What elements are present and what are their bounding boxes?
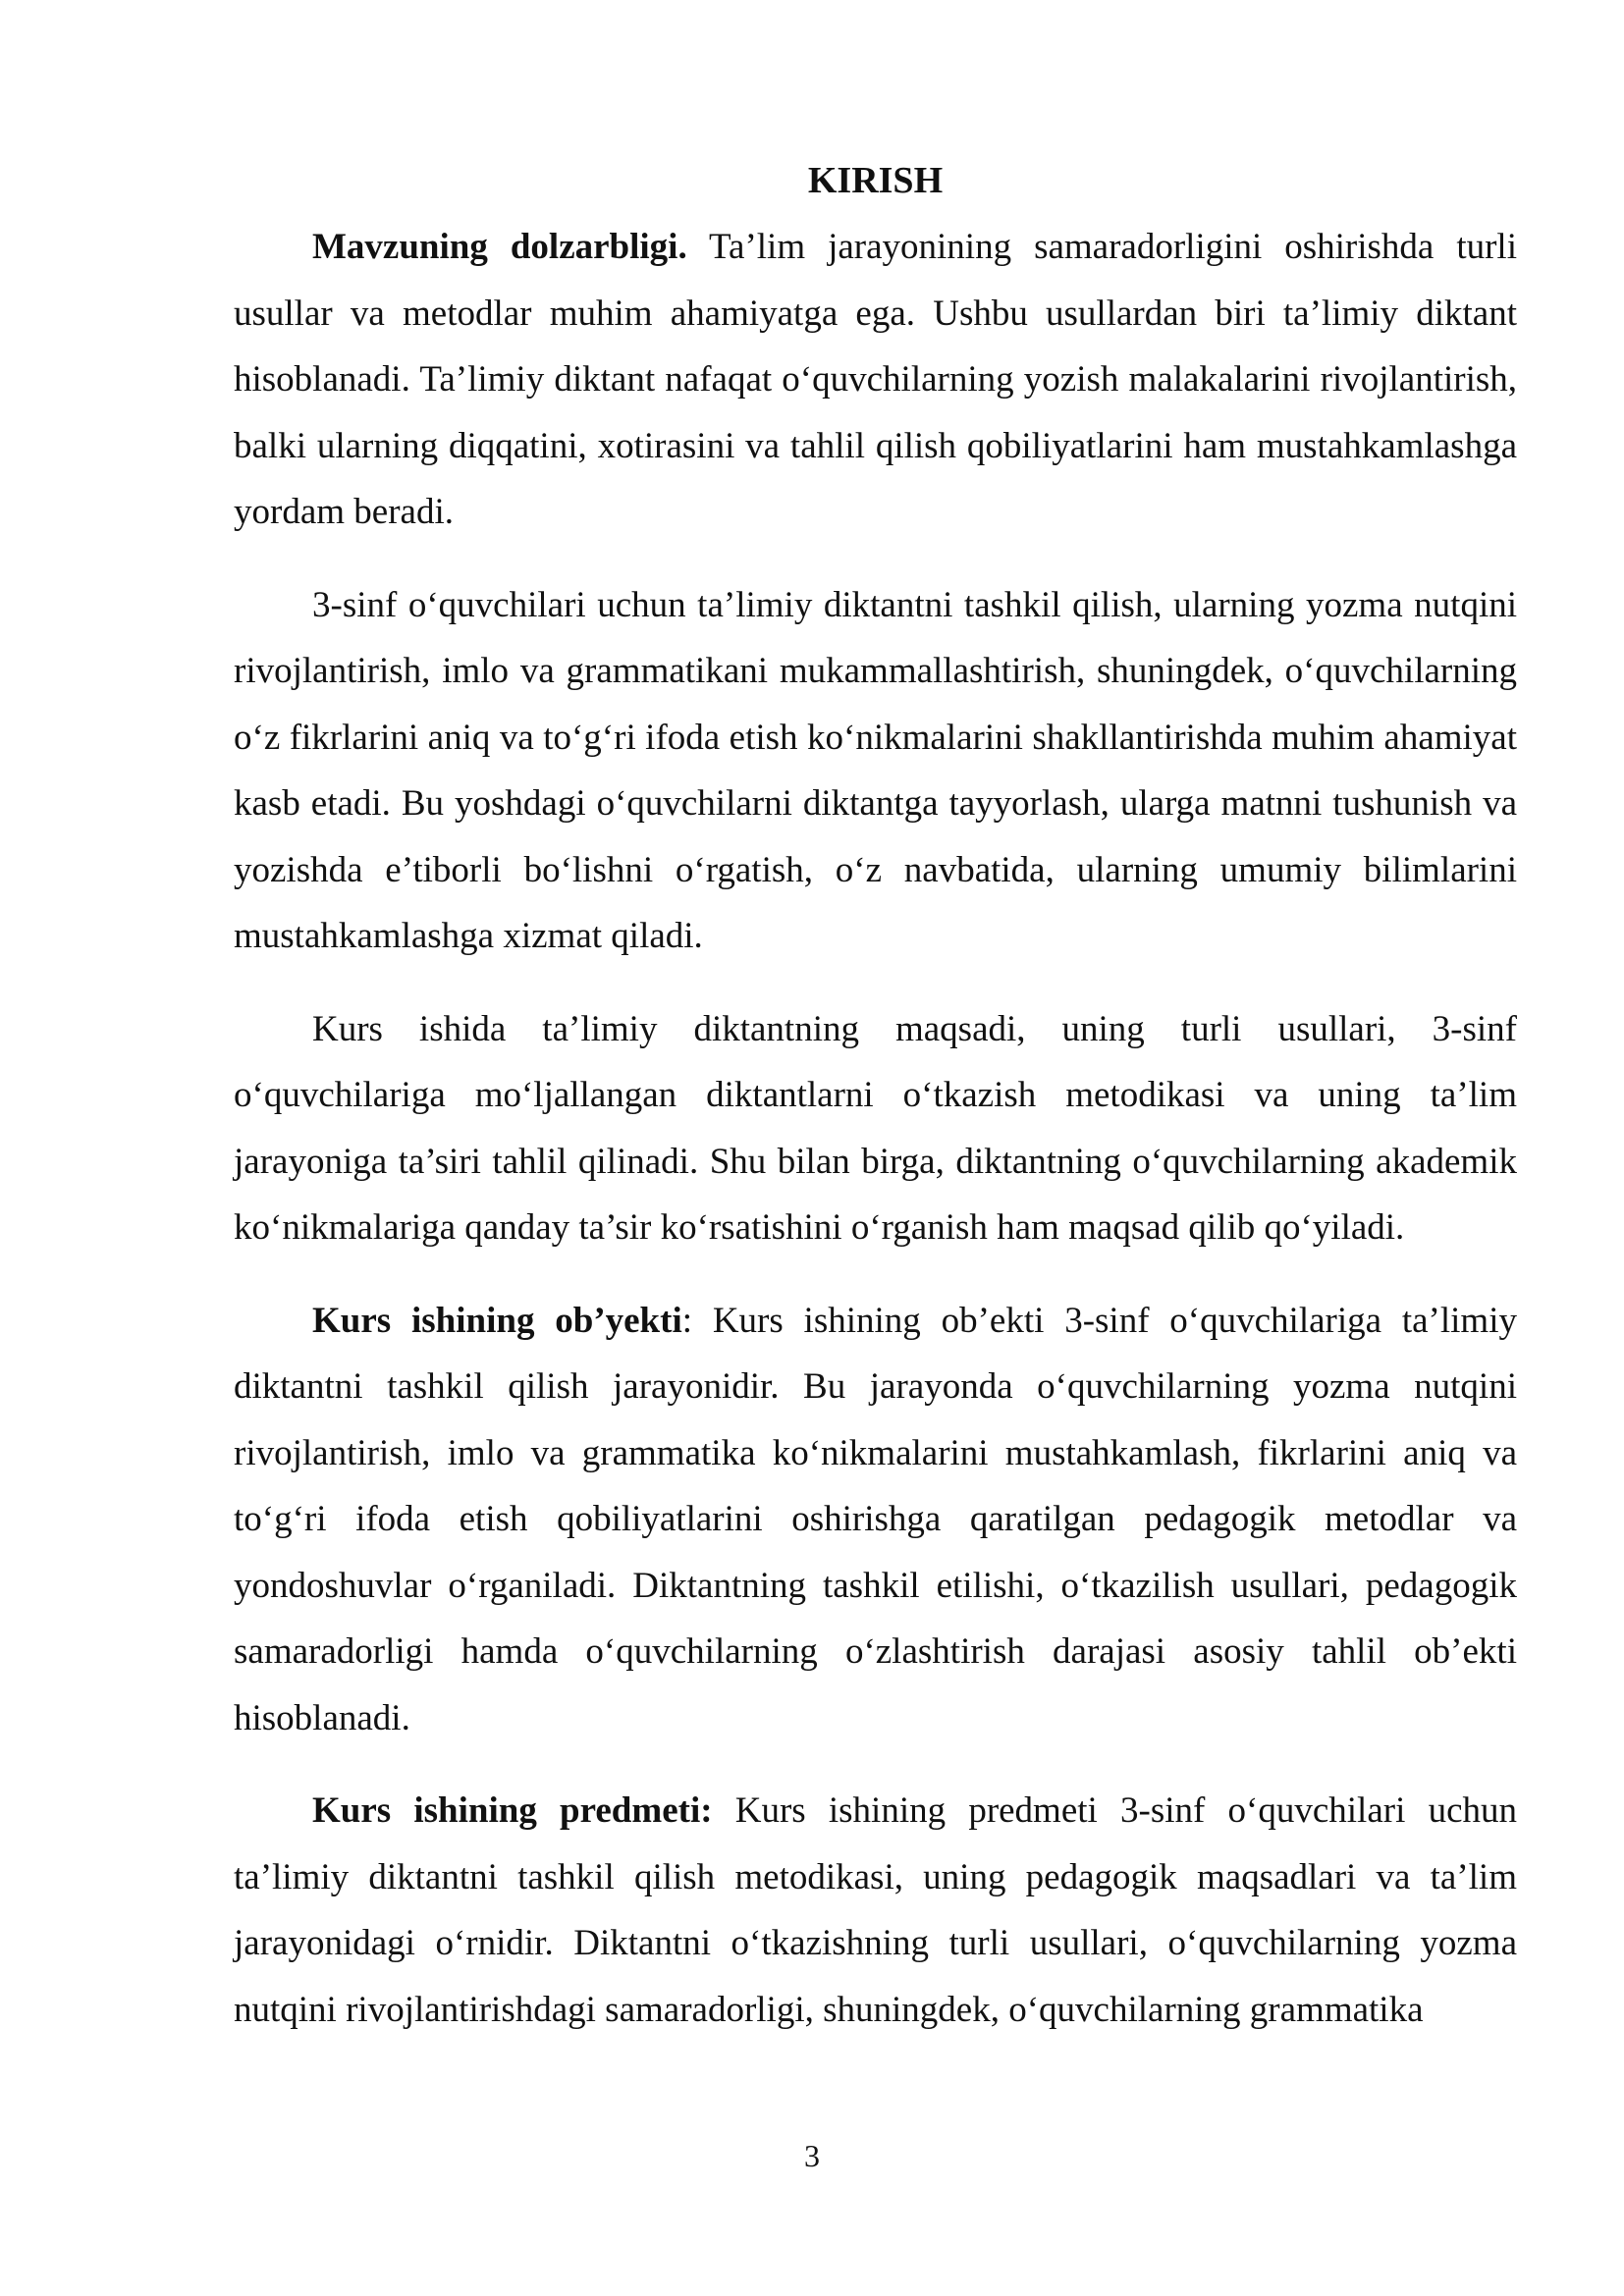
paragraph-course-goal: [234, 996, 1517, 1261]
section-heading: KIRISH: [807, 160, 944, 201]
page-content: [234, 147, 1517, 2069]
paragraph-lead: Kurs ishining predmeti:: [312, 1790, 713, 1831]
paragraph-text: 3-sinf o‘quvchilari uchun ta’limiy diktantni tashkil qilish, ularning yozma nutqini rivojlantirish, imlo va grammatikani mukammallashtirish, shuningdek, o‘quvchilarning o‘z fikrlarini aniq va to‘g‘ri ifoda etish ko‘nikmalarini shakllantirishda muhim ahamiyat kasb etadi. Bu yoshdagi o‘quvchilarni diktantga tayyorlash, ularga matnni tushunish va yozishda e’tiborli bo‘lishni o‘rgatish, o‘z navbatida, ularning umumiy bilimlarini mustahkamlashga xizmat qiladi.: [234, 584, 1517, 956]
paragraph-text: Kurs ishida ta’limiy diktantning maqsadi, uning turli usullari, 3-sinf o‘quvchilariga mo‘ljallangan diktantlarni o‘tkazish metodikasi va uning ta’lim jarayoniga ta’siri tahlil qilinadi. Shu bilan birga, diktantning o‘quvchilarning akademik ko‘nikmalariga qanday ta’sir ko‘rsatishini o‘rganish ham maqsad qilib qo‘yiladi.: [234, 1008, 1517, 1248]
paragraph-object: [234, 1288, 1517, 1752]
paragraph-text: Ta’lim jarayonining samaradorligini oshirishda turli usullar va metodlar muhim ahamiyatga ega. Ushbu usullardan biri ta’limiy diktant hisoblanadi. Ta’limiy diktant nafaqat o‘quvchilarning yozish malakalarini rivojlantirish, balki ularning diqqatini, xotirasini va tahlil qilish qobiliyatlarini ham mustahkamlashga yordam beradi.: [234, 227, 1517, 532]
paragraph-text: : Kurs ishining ob’ekti 3-sinf o‘quvchilariga ta’limiy diktantni tashkil qilish jarayonidir. Bu jarayonda o‘quvchilarning yozma nutqini rivojlantirish, imlo va grammatika ko‘nikmalarini mustahkamlash, fikrlarini aniq va to‘g‘ri ifoda etish qobiliyatlarini oshirishga qaratilgan pedagogik metodlar va yondoshuvlar o‘rganiladi. Diktantning tashkil etilishi, o‘tkazilish usullari, pedagogik samaradorligi hamda o‘quvchilarning o‘zlashtirish darajasi asosiy tahlil ob’ekti hisoblanadi.: [234, 1300, 1517, 1738]
page-number: 3: [804, 2138, 820, 2173]
paragraph-grade3: [234, 572, 1517, 970]
paragraph-lead: Mavzuning dolzarbligi.: [312, 227, 687, 267]
paragraph-relevance: [234, 214, 1517, 546]
paragraph-subject: [234, 1778, 1517, 2043]
paragraph-lead: Kurs ishining ob’yekti: [312, 1300, 682, 1341]
paragraph-text: Kurs ishining predmeti 3-sinf o‘quvchilari uchun ta’limiy diktantni tashkil qilish metodikasi, uning pedagogik maqsadlari va ta’lim jarayonidagi o‘rnidir. Diktantni o‘tkazishning turli usullari, o‘quvchilarning yozma nutqini rivojlantirishdagi samaradorligi, shuningdek, o‘quvchilarning grammatika: [234, 1790, 1517, 2030]
